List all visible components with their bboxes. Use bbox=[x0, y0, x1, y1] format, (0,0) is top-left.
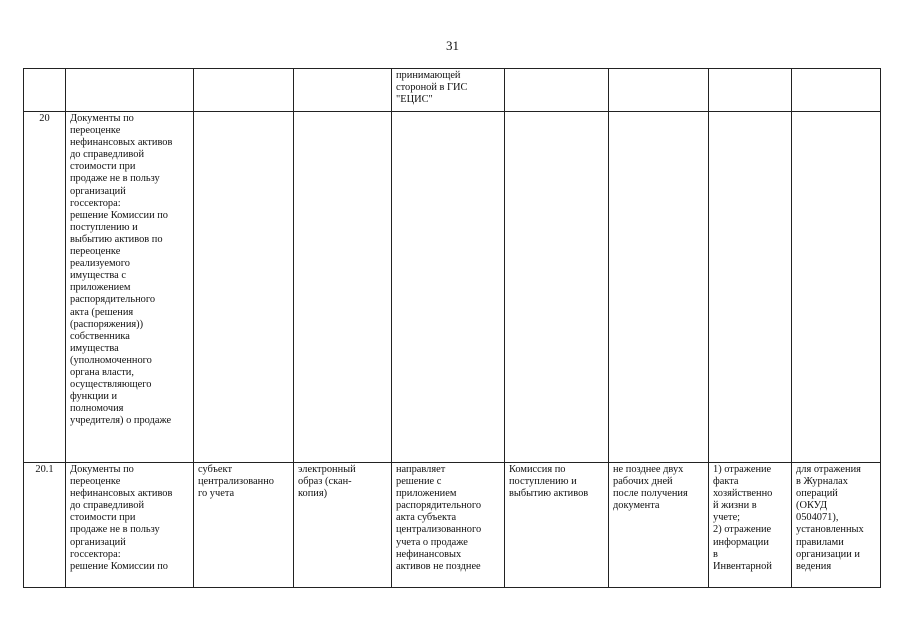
cell-purpose bbox=[709, 69, 792, 112]
cell-responsible bbox=[194, 112, 294, 463]
cell-note: для отражения в Журналах операций (ОКУД 0504071), установленных правилами организации и ведения bbox=[792, 463, 881, 588]
cell-recipient: Комиссия по поступлению и выбытию активов bbox=[505, 463, 609, 588]
cell-action: принимающей стороной в ГИС "ЕЦИС" bbox=[392, 69, 505, 112]
cell-responsible bbox=[194, 69, 294, 112]
cell-deadline: не позднее двух рабочих дней после получения документа bbox=[609, 463, 709, 588]
cell-note bbox=[792, 69, 881, 112]
cell-deadline bbox=[609, 69, 709, 112]
cell-document: Документы по переоценке нефинансовых активов до справедливой стоимости при продаже не в пользу организаций госсектора: решение Комиссии по поступлению и выбытию активов по переоценке реализуемого имущества с приложением распорядительного акта (решения (распоряжения)) собственника имущества (уполномоченного органа власти, осуществляющего функции и полномочия учредителя) о продаже bbox=[66, 112, 194, 463]
cell-document bbox=[66, 69, 194, 112]
document-table bbox=[23, 68, 881, 588]
cell-purpose bbox=[709, 112, 792, 463]
cell-purpose: 1) отражение факта хозяйственно й жизни в учете; 2) отражение информации в Инвентарной bbox=[709, 463, 792, 588]
cell-document: Документы по переоценке нефинансовых активов до справедливой стоимости при продаже не в пользу организаций госсектора: решение Комиссии по bbox=[66, 463, 194, 588]
page-number: 31 bbox=[446, 38, 459, 53]
cell-action: направляет решение с приложением распорядительного акта субъекта централизованного учета о продаже нефинансовых активов не позднее bbox=[392, 463, 505, 588]
table-row bbox=[24, 69, 881, 112]
cell-deadline bbox=[609, 112, 709, 463]
cell-note bbox=[792, 112, 881, 463]
cell-number: 20 bbox=[24, 112, 66, 463]
table-row bbox=[24, 463, 881, 588]
cell-number bbox=[24, 69, 66, 112]
cell-recipient bbox=[505, 69, 609, 112]
table-row bbox=[24, 112, 881, 463]
cell-recipient bbox=[505, 112, 609, 463]
cell-format: электронный образ (скан- копия) bbox=[294, 463, 392, 588]
cell-number: 20.1 bbox=[24, 463, 66, 588]
cell-action bbox=[392, 112, 505, 463]
cell-responsible: субъект централизованно го учета bbox=[194, 463, 294, 588]
cell-format bbox=[294, 69, 392, 112]
cell-format bbox=[294, 112, 392, 463]
